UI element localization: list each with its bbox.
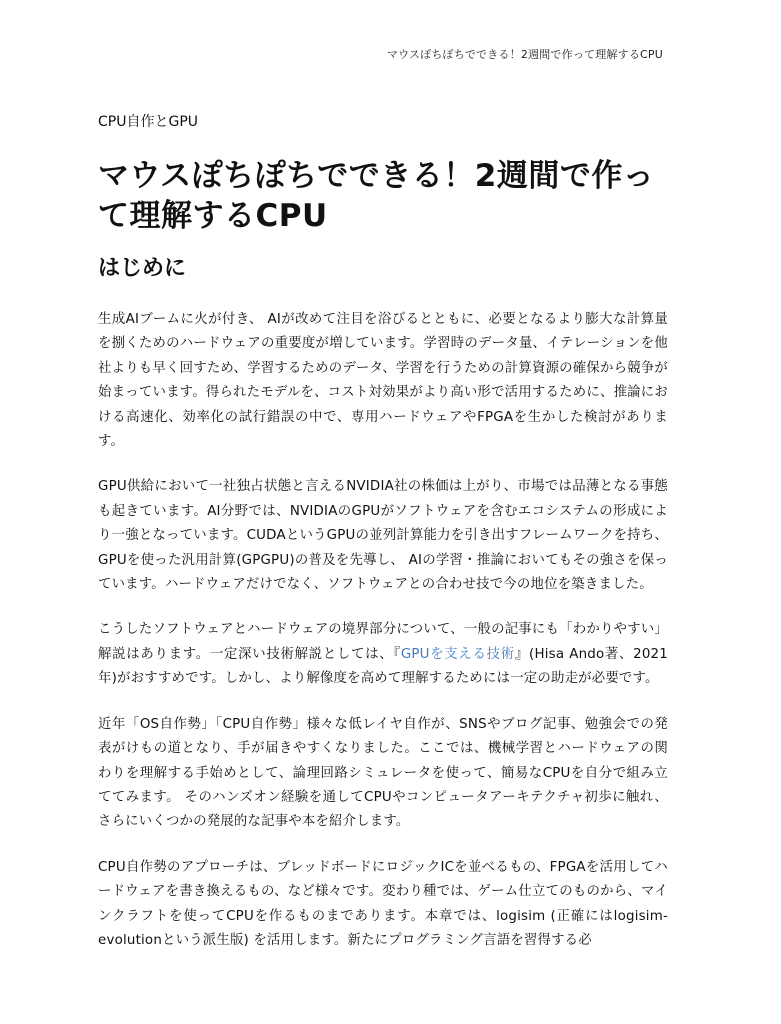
paragraph-3 (98, 618, 668, 691)
chapter-label: CPU自作とGPU (98, 114, 199, 130)
document-body (98, 112, 668, 953)
running-header: マウスぽちぽちでできる！2週間で作って理解するCPU (386, 48, 663, 61)
paragraph-2: GPU供給において一社独占状態と言えるNVIDIA社の株価は上がり、市場では品薄となる事態も起きています。AI分野では、NVIDIAのGPUがソフトウェアを含むエコシステムの形成により一強となっています。CUDAというGPUの並列計算能力を引き出すフレームワークを持ち、GPUを使った汎用計算(GPGPU)の普及を先導し、 AIの学習・推論においてもその強さを保っています。ハードウェアだけでなく、ソフトウェアとの合わせ技で今の地位を築きました。 (98, 479, 668, 593)
paragraph-4: 近年「OS自作勢」「CPU自作勢」様々な低レイヤ自作が、SNSやブログ記事、勉強会での発表がけもの道となり、手が届きやすくなりました。ここでは、機械学習とハードウェアの関わりを理解する手始めとして、論理回路シミュレータを使って、簡易なCPUを自分で組み立ててみます。 そのハンズオン経験を通してCPUやコンピュータアーキテクチャ初歩に触れ、さらにいくつかの発展的な記事や本を紹介します。 (98, 716, 668, 830)
page-title: マウスぽちぽちでできる！2週間で作って理解するCPU (98, 158, 655, 234)
book-link[interactable]: GPUを支える技術 (400, 646, 515, 662)
paragraph-3-text-before: こうしたソフトウェアとハードウェアの境界部分について、一般の記事にも「わかりやすい」解説はあります。一定深い技術解説としては、『 (98, 622, 668, 662)
section-heading: はじめに (98, 256, 187, 281)
paragraph-3-text-after: 』(Hisa Ando著、2021年)がおすすめです。しかし、より解像度を高めて理解するためには一定の助走が必要です。 (98, 646, 668, 687)
paragraph-1: 生成AIブームに火が付き、 AIが改めて注目を浴びるとともに、必要となるより膨大な計算量を捌くためのハードウェアの重要度が増しています。学習時のデータ量、イテレーションを他社よりも早く回すため、学習するためのデータ、学習を行うための計算資源の確保から競争が始まっています。得られたモデルを、コスト対効果がより高い形で活用するために、推論における高速化、効率化の試行錯誤の中で、専用ハードウェアやFPGAを生かした検討があります。 (98, 312, 668, 450)
paragraph-5: CPU自作勢のアプローチは、ブレッドボードにロジックICを並べるもの、FPGAを活用してハードウェアを書き換えるもの、など様々です。変わり種では、ゲーム仕立てのものから、マインクラフトを使ってCPUを作るものまであります。本章では、logisim (正確にはlogisim-evolutionという派生版) を活用します。新たにプログラミング言語を習得する必 (98, 859, 668, 948)
